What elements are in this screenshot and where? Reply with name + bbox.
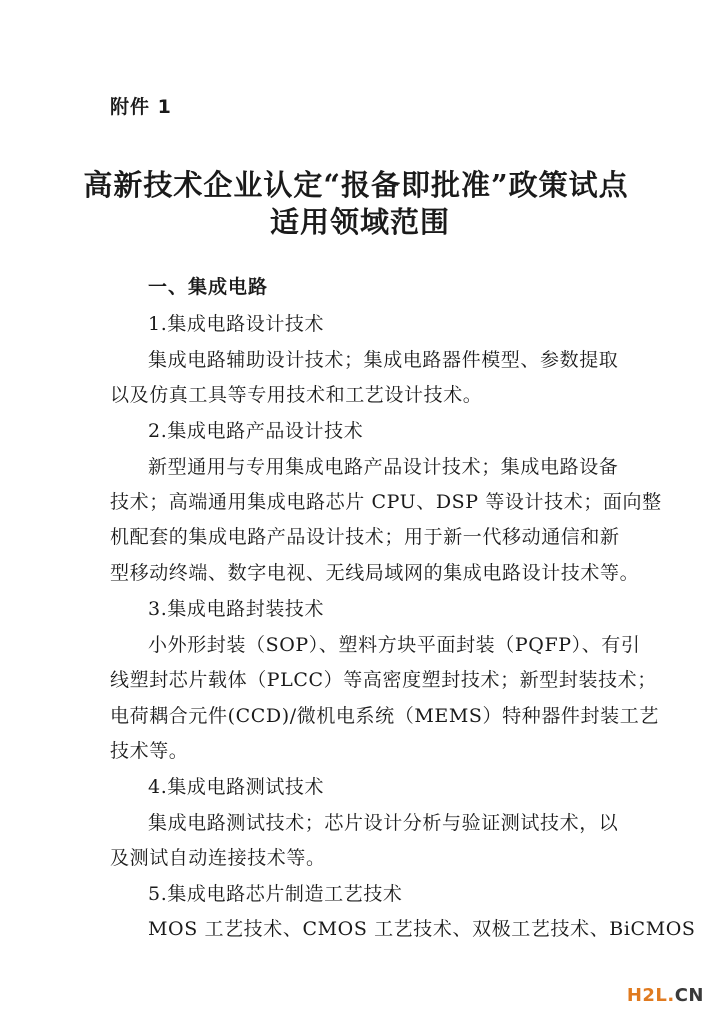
attachment-label: 附件 1 [110,96,172,118]
paragraph-line: 机配套的集成电路产品设计技术；用于新一代移动通信和新 [110,526,620,548]
site-watermark [627,985,704,1006]
watermark-part-1: H2L [626,985,668,1006]
paragraph-line: 集成电路辅助设计技术；集成电路器件模型、参数提取 [148,349,619,371]
watermark-part-2: CN [674,985,704,1006]
document-title-line-2: 适用领域范围 [269,205,450,239]
subsection-heading: 5.集成电路芯片制造工艺技术 [148,883,403,905]
paragraph-line: 集成电路测试技术；芯片设计分析与验证测试技术，以 [148,812,619,834]
paragraph-line: 新型通用与专用集成电路产品设计技术；集成电路设备 [148,456,619,478]
paragraph-line: 型移动终端、数字电视、无线局域网的集成电路设计技术等。 [110,562,640,584]
section-heading: 一、集成电路 [148,276,269,298]
paragraph-line: 电荷耦合元件(CCD)/微机电系统（MEMS）特种器件封装工艺 [110,705,659,727]
paragraph-line: 以及仿真工具等专用技术和工艺设计技术。 [110,384,483,406]
paragraph-line: 线塑封芯片载体（PLCC）等高密度塑封技术；新型封装技术； [110,669,657,691]
paragraph-line: MOS 工艺技术、CMOS 工艺技术、双极工艺技术、BiCMOS [148,918,696,940]
document-title-line-1: 高新技术企业认定“报备即批准”政策试点 [83,168,629,202]
watermark-dot: . [667,985,675,1006]
subsection-heading: 4.集成电路测试技术 [148,776,325,798]
paragraph-line: 小外形封装（SOP）、塑料方块平面封装（PQFP）、有引 [148,634,641,656]
paragraph-line: 技术等。 [110,740,189,762]
subsection-heading: 3.集成电路封装技术 [148,598,325,620]
paragraph-line: 及测试自动连接技术等。 [110,847,326,869]
subsection-heading: 1.集成电路设计技术 [148,313,325,335]
subsection-heading: 2.集成电路产品设计技术 [148,420,364,442]
paragraph-line: 技术；高端通用集成电路芯片 CPU、DSP 等设计技术；面向整 [110,491,662,513]
